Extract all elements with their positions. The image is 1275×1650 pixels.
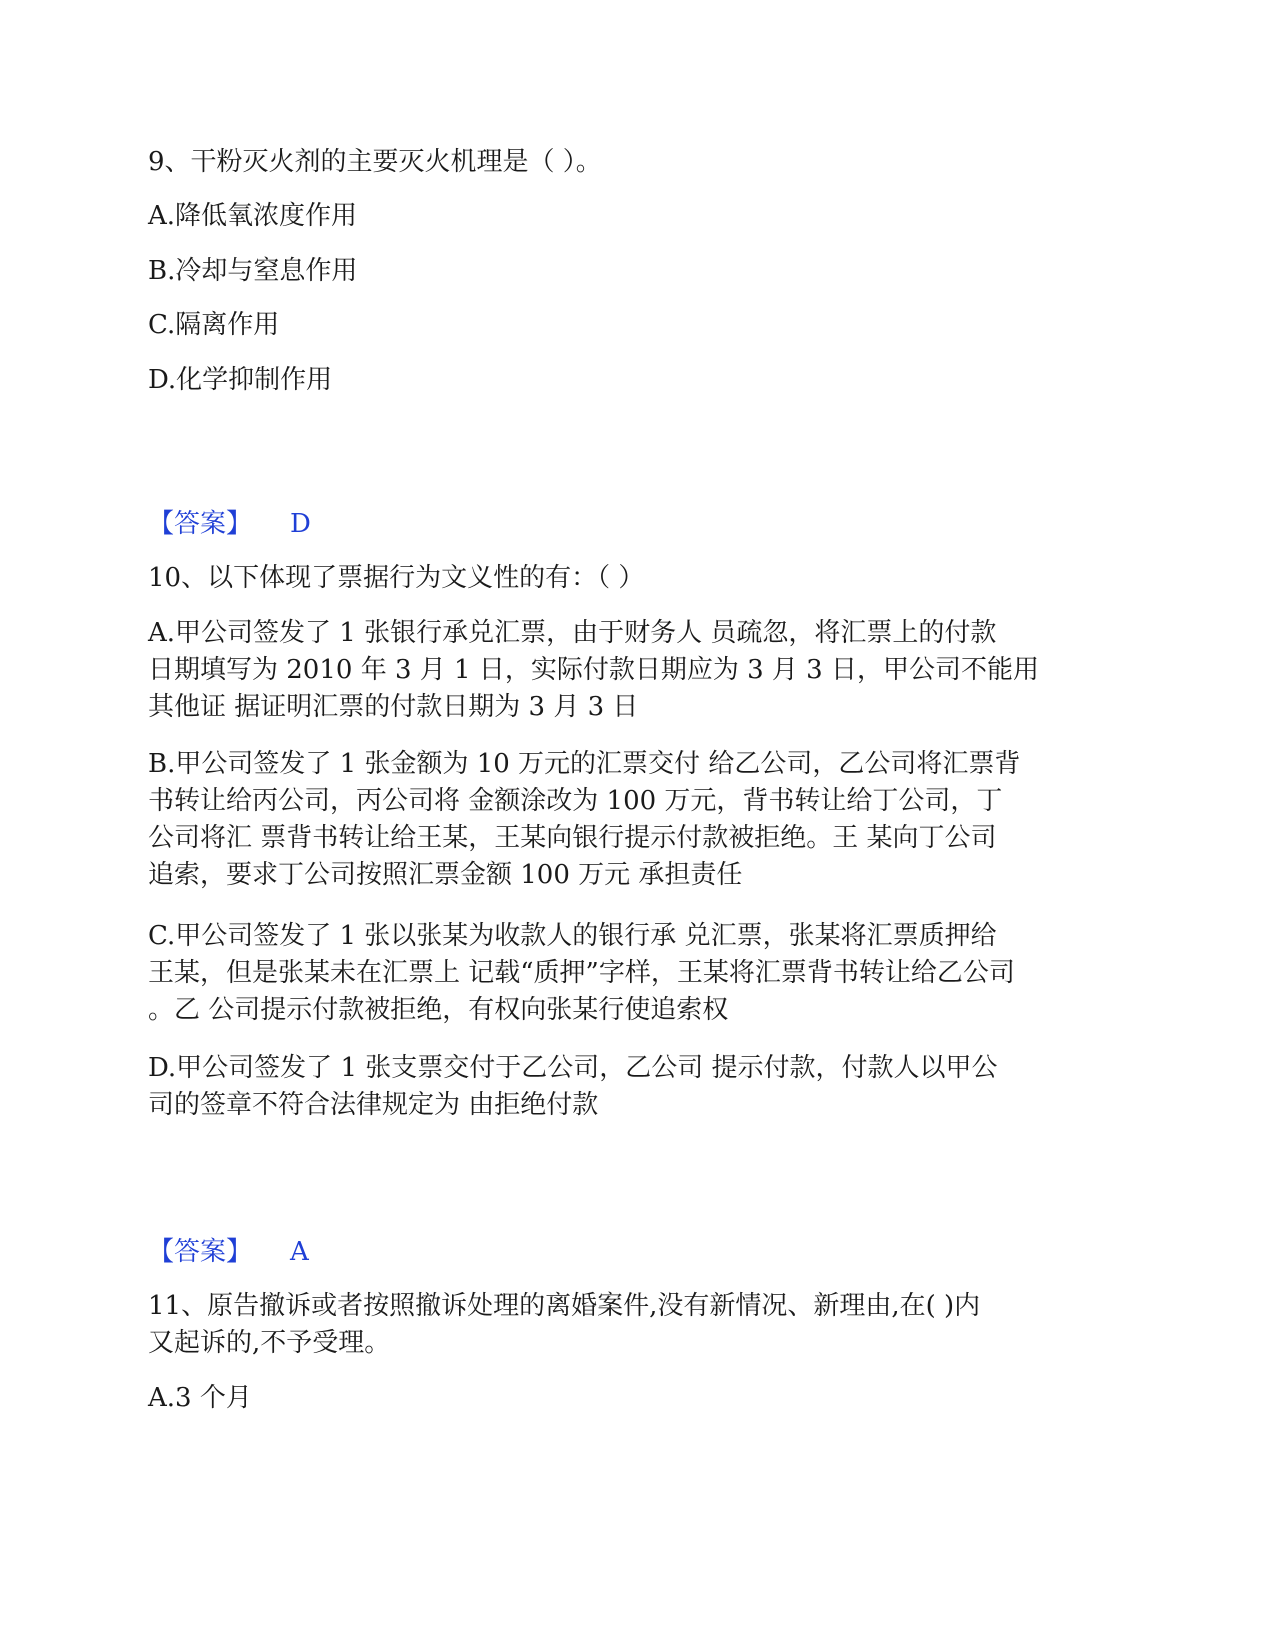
answer-tag: 【答案】 bbox=[148, 509, 253, 539]
question-11-stem bbox=[148, 1288, 1128, 1362]
question-10-option-d bbox=[148, 1050, 1128, 1124]
question-10-stem: 10、以下体现了票据行为文义性的有：（ ） bbox=[148, 563, 645, 593]
option-line: D.甲公司签发了 1 张支票交付于乙公司，乙公司 提示付款，付款人以甲公 bbox=[148, 1053, 998, 1083]
option-line: 司的签章不符合法律规定为 由拒绝付款 bbox=[148, 1090, 599, 1120]
option-line: 书转让给丙公司，丙公司将 金额涂改为 100 万元，背书转让给丁公司，丁 bbox=[148, 786, 1003, 816]
answer-value: D bbox=[290, 509, 311, 539]
answer-value: A bbox=[290, 1237, 309, 1267]
question-10-answer bbox=[148, 1234, 1128, 1270]
option-line: 日期填写为 2010 年 3 月 1 日，实际付款日期应为 3 月 3 日，甲公司不能用 bbox=[148, 655, 1039, 685]
option-line: A.甲公司签发了 1 张银行承兑汇票，由于财务人 员疏忽，将汇票上的付款 bbox=[148, 618, 997, 648]
option-line: 公司将汇 票背书转让给王某，王某向银行提示付款被拒绝。王 某向丁公司 bbox=[148, 823, 997, 853]
question-9-option-d: D.化学抑制作用 bbox=[148, 365, 333, 395]
option-line: 追索，要求丁公司按照汇票金额 100 万元 承担责任 bbox=[148, 860, 743, 890]
option-line: 。乙 公司提示付款被拒绝，有权向张某行使追索权 bbox=[148, 995, 729, 1025]
question-10-option-a bbox=[148, 615, 1128, 726]
option-line: C.甲公司签发了 1 张以张某为收款人的银行承 兑汇票，张某将汇票质押给 bbox=[148, 921, 997, 951]
question-9-stem: 9、干粉灭火剂的主要灭火机理是（ ）。 bbox=[148, 147, 602, 177]
option-line: 其他证 据证明汇票的付款日期为 3 月 3 日 bbox=[148, 692, 639, 722]
stem-line: 11、原告撤诉或者按照撤诉处理的离婚案件,没有新情况、新理由,在( )内 bbox=[148, 1291, 981, 1321]
question-10-option-b bbox=[148, 746, 1128, 894]
question-9-answer bbox=[148, 506, 1128, 542]
question-11-option-a: A.3 个月 bbox=[148, 1383, 252, 1413]
question-9-option-b: B.冷却与窒息作用 bbox=[148, 256, 358, 286]
option-line: 王某，但是张某未在汇票上 记载“质押”字样，王某将汇票背书转让给乙公司 bbox=[148, 958, 1015, 988]
question-9-option-a: A.降低氧浓度作用 bbox=[148, 201, 358, 231]
option-line: B.甲公司签发了 1 张金额为 10 万元的汇票交付 给乙公司，乙公司将汇票背 bbox=[148, 749, 1021, 779]
stem-line: 又起诉的,不予受理。 bbox=[148, 1328, 391, 1358]
answer-tag: 【答案】 bbox=[148, 1237, 253, 1267]
question-9-option-c: C.隔离作用 bbox=[148, 310, 280, 340]
question-10-option-c bbox=[148, 918, 1128, 1029]
